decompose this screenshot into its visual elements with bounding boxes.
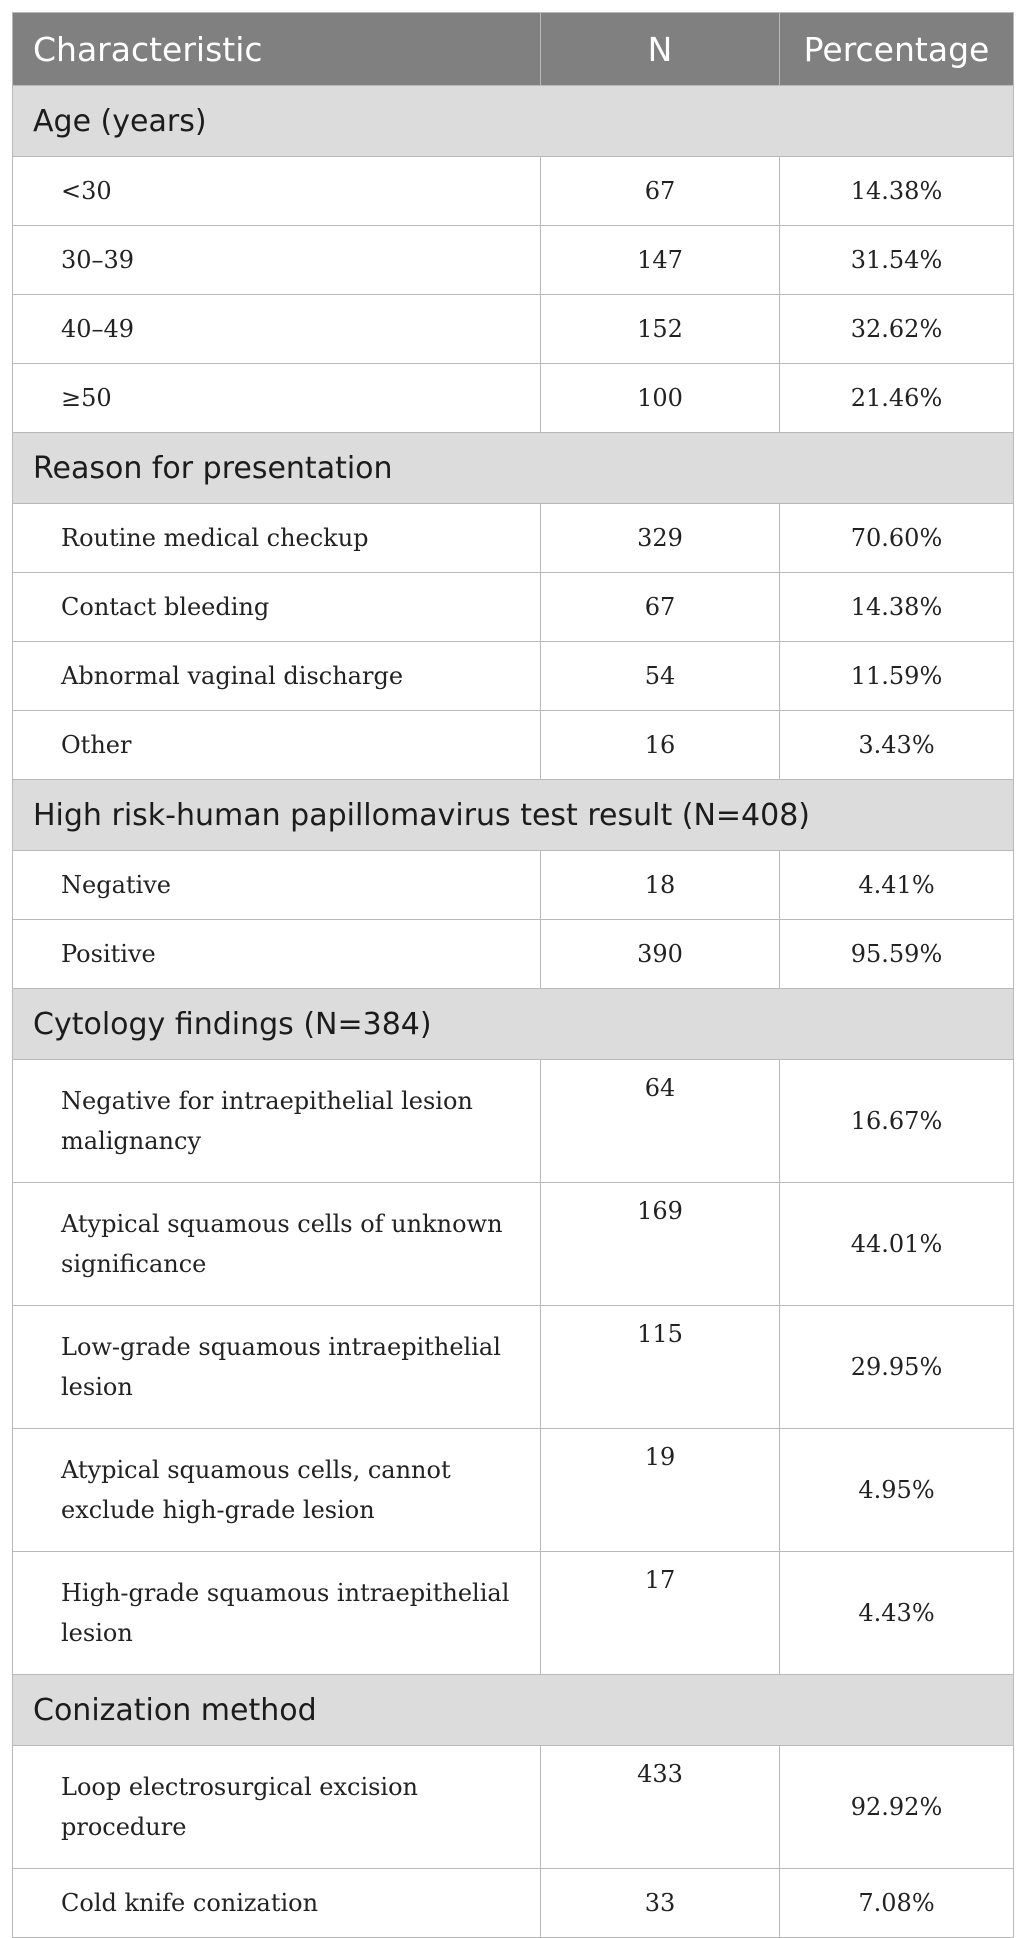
row-label: Contact bleeding	[13, 573, 541, 642]
row-label: Routine medical checkup	[13, 504, 541, 573]
table-row	[13, 157, 1014, 226]
row-n: 54	[541, 642, 780, 711]
row-label: Positive	[13, 920, 541, 989]
table-row	[13, 851, 1014, 920]
table-container	[12, 12, 1014, 1938]
header-percentage: Percentage	[780, 13, 1014, 86]
table-row	[13, 504, 1014, 573]
row-percentage: 4.41%	[780, 851, 1014, 920]
row-label: Atypical squamous cells of unknown significance	[13, 1183, 541, 1306]
row-n: 64	[541, 1060, 780, 1183]
row-label: Cold knife conization	[13, 1869, 541, 1938]
row-n: 100	[541, 364, 780, 433]
row-percentage: 11.59%	[780, 642, 1014, 711]
row-label: ≥50	[13, 364, 541, 433]
row-n: 329	[541, 504, 780, 573]
row-percentage: 7.08%	[780, 1869, 1014, 1938]
table-row	[13, 642, 1014, 711]
row-percentage: 32.62%	[780, 295, 1014, 364]
table-row	[13, 1869, 1014, 1938]
row-label: Negative for intraepithelial lesion malignancy	[13, 1060, 541, 1183]
row-n: 147	[541, 226, 780, 295]
row-percentage: 14.38%	[780, 157, 1014, 226]
table-row	[13, 226, 1014, 295]
table-header-row	[13, 13, 1014, 86]
row-n: 16	[541, 711, 780, 780]
table-row	[13, 573, 1014, 642]
row-label: Low-grade squamous intraepithelial lesion	[13, 1306, 541, 1429]
table-row	[13, 1429, 1014, 1552]
row-label: Negative	[13, 851, 541, 920]
row-n: 33	[541, 1869, 780, 1938]
row-n: 19	[541, 1429, 780, 1552]
section-title: High risk-human papillomavirus test result (N=408)	[13, 780, 1014, 851]
section-title: Cytology findings (N=384)	[13, 989, 1014, 1060]
table-row	[13, 364, 1014, 433]
section-title: Conization method	[13, 1675, 1014, 1746]
section-hpv	[13, 780, 1014, 851]
table-row	[13, 1552, 1014, 1675]
section-title: Reason for presentation	[13, 433, 1014, 504]
row-n: 67	[541, 573, 780, 642]
row-n: 17	[541, 1552, 780, 1675]
row-label: 30–39	[13, 226, 541, 295]
row-n: 390	[541, 920, 780, 989]
row-label: <30	[13, 157, 541, 226]
row-label: Other	[13, 711, 541, 780]
section-title: Age (years)	[13, 86, 1014, 157]
characteristics-table	[12, 12, 1014, 1938]
row-percentage: 21.46%	[780, 364, 1014, 433]
header-characteristic: Characteristic	[13, 13, 541, 86]
row-percentage: 31.54%	[780, 226, 1014, 295]
row-n: 115	[541, 1306, 780, 1429]
row-percentage: 14.38%	[780, 573, 1014, 642]
row-percentage: 92.92%	[780, 1746, 1014, 1869]
row-n: 169	[541, 1183, 780, 1306]
row-label: High-grade squamous intraepithelial lesion	[13, 1552, 541, 1675]
row-percentage: 44.01%	[780, 1183, 1014, 1306]
row-label: Abnormal vaginal discharge	[13, 642, 541, 711]
row-percentage: 70.60%	[780, 504, 1014, 573]
row-n: 433	[541, 1746, 780, 1869]
table-row	[13, 1060, 1014, 1183]
row-n: 18	[541, 851, 780, 920]
table-row	[13, 711, 1014, 780]
row-percentage: 4.95%	[780, 1429, 1014, 1552]
row-percentage: 3.43%	[780, 711, 1014, 780]
row-label: 40–49	[13, 295, 541, 364]
row-label: Atypical squamous cells, cannot exclude high-grade lesion	[13, 1429, 541, 1552]
table-row	[13, 295, 1014, 364]
section-cytology	[13, 989, 1014, 1060]
row-percentage: 29.95%	[780, 1306, 1014, 1429]
section-age	[13, 86, 1014, 157]
table-row	[13, 1746, 1014, 1869]
row-percentage: 16.67%	[780, 1060, 1014, 1183]
row-n: 152	[541, 295, 780, 364]
header-n: N	[541, 13, 780, 86]
row-percentage: 4.43%	[780, 1552, 1014, 1675]
row-n: 67	[541, 157, 780, 226]
row-percentage: 95.59%	[780, 920, 1014, 989]
row-label: Loop electrosurgical excision procedure	[13, 1746, 541, 1869]
table-row	[13, 1306, 1014, 1429]
table-row	[13, 920, 1014, 989]
section-reason	[13, 433, 1014, 504]
table-row	[13, 1183, 1014, 1306]
section-conization	[13, 1675, 1014, 1746]
